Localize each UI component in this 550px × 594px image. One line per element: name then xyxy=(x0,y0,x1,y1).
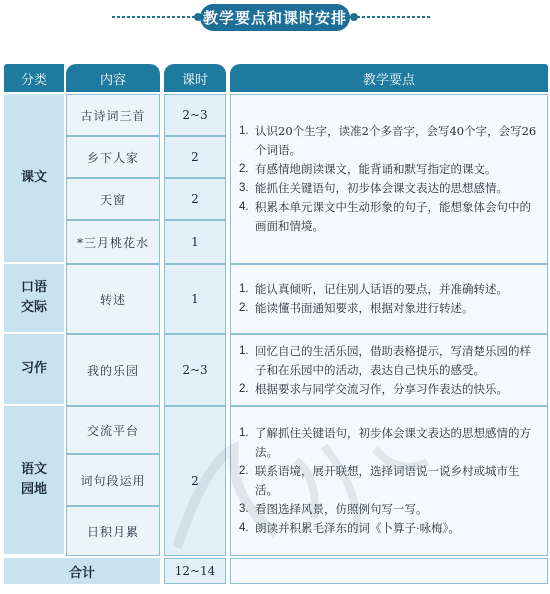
key-points-list xyxy=(239,424,541,538)
header-category: 分类 xyxy=(4,64,64,92)
key-points-writing xyxy=(230,334,548,406)
hours-value: 1 xyxy=(164,220,226,264)
category-texts xyxy=(4,94,64,264)
section-title: 教学要点和课时安排 xyxy=(200,4,350,31)
category-label: 园地 xyxy=(20,482,47,497)
hours-value: 2 xyxy=(164,136,226,178)
category-oral xyxy=(4,264,64,334)
total-hours: 12~14 xyxy=(164,558,226,584)
total-label: 合计 xyxy=(4,558,160,584)
total-empty-cell xyxy=(230,558,548,584)
banner-line-right xyxy=(352,16,432,18)
category-label: 口语 xyxy=(20,280,47,295)
key-point: 2. 能读懂书面通知要求，根据对象进行转述。 xyxy=(239,301,474,315)
key-point: 3. 能抓住关键语句，初步体会课文表达的思想感情。 xyxy=(239,181,508,195)
banner-line-left xyxy=(112,16,198,18)
key-point: 1. 回忆自己的生活乐园，借助表格提示，写清楚乐园的样子和在乐园中的活动，表达自己快乐的感受。 xyxy=(239,343,531,377)
key-points-garden xyxy=(230,406,548,556)
category-writing xyxy=(4,334,64,406)
category-label: 习作 xyxy=(20,361,47,376)
hours-value: 2~3 xyxy=(164,334,226,406)
content-item: 日积月累 xyxy=(66,506,160,556)
category-garden xyxy=(4,406,64,556)
key-points-list xyxy=(239,342,541,399)
content-item: 我的乐园 xyxy=(66,334,160,406)
key-points-texts xyxy=(230,94,548,264)
category-label: 语文 xyxy=(20,462,47,477)
hours-value: 2 xyxy=(164,406,226,556)
section-banner xyxy=(0,0,550,34)
header-key-points: 教学要点 xyxy=(230,64,548,92)
key-point: 1. 认识20个生字，读准2个多音字，会写40个字，会写26个词语。 xyxy=(239,124,537,157)
content-item: 乡下人家 xyxy=(66,136,160,178)
header-hours: 课时 xyxy=(164,64,226,92)
key-point: 2. 根据要求与同学交流习作，分享习作表达的快乐。 xyxy=(239,381,508,396)
key-points-oral xyxy=(230,264,548,334)
content-item: 转述 xyxy=(66,264,160,334)
content-item: 古诗词三首 xyxy=(66,94,160,136)
hours-value: 2~3 xyxy=(164,94,226,136)
header-content: 内容 xyxy=(66,64,160,92)
content-item: 天窗 xyxy=(66,178,160,220)
key-point: 2. 有感情地朗读课文，能背诵和默写指定的课文。 xyxy=(239,162,497,176)
key-point: 2. 联系语境，展开联想，选择词语说一说乡村或城市生活。 xyxy=(239,464,520,497)
key-point: 3. 看图选择风景，仿照例句写一写。 xyxy=(239,502,428,516)
key-point: 4. 朗读并积累毛泽东的词《卜算子·咏梅》。 xyxy=(239,521,460,535)
content-item: 交流平台 xyxy=(66,406,160,454)
lesson-plan-table xyxy=(4,64,548,588)
key-points-list xyxy=(239,280,541,318)
content-item: 词句段运用 xyxy=(66,454,160,506)
category-label: 课文 xyxy=(20,170,47,185)
key-points-list xyxy=(239,122,541,236)
hours-value: 1 xyxy=(164,264,226,334)
key-point: 1. 能认真倾听，记住别人话语的要点，并准确转述。 xyxy=(239,282,508,296)
key-point: 4. 积累本单元课文中生动形象的句子，能想象体会句中的画面和情境。 xyxy=(239,200,531,233)
category-label: 交际 xyxy=(20,300,47,315)
content-item: *三月桃花水 xyxy=(66,220,160,264)
hours-value: 2 xyxy=(164,178,226,220)
key-point: 1. 了解抓住关键语句，初步体会课文表达的思想感情的方法。 xyxy=(239,426,531,459)
